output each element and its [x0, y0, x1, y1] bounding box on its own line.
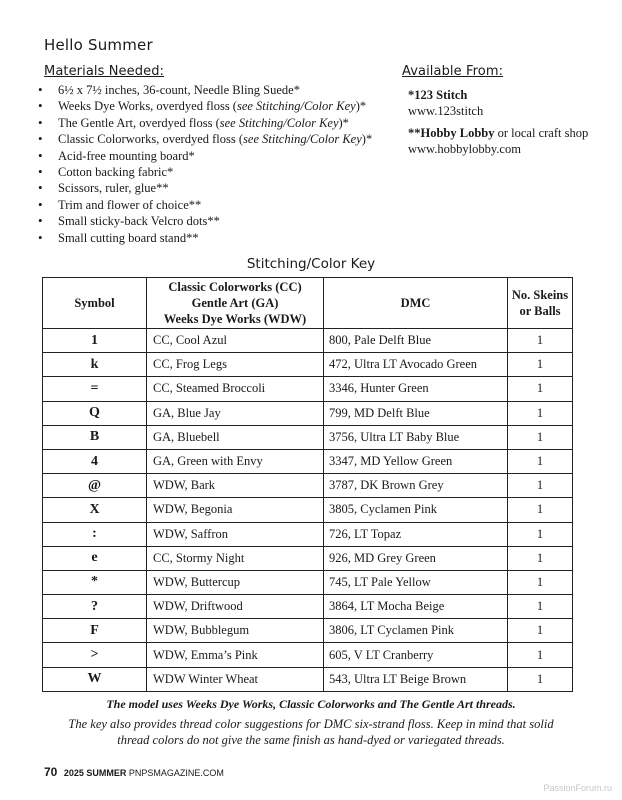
overdyed-cell: CC, Stormy Night: [147, 546, 324, 570]
table-row: [43, 522, 573, 546]
overdyed-cell: WDW, Begonia: [147, 498, 324, 522]
dmc-cell: 472, Ultra LT Avocado Green: [324, 353, 508, 377]
symbol-cell: @: [43, 474, 147, 498]
dmc-cell: 3787, DK Brown Grey: [324, 474, 508, 498]
materials-item-4: • Classic Colorworks, overdyed floss (see Stitching/Color Key)*: [58, 131, 372, 147]
dmc-cell: 800, Pale Delft Blue: [324, 329, 508, 353]
header-skeins-line2: or Balls: [519, 304, 561, 318]
table-row: [43, 570, 573, 594]
table-row: [43, 619, 573, 643]
skeins-cell: 1: [508, 522, 573, 546]
header-dmc: DMC: [324, 278, 508, 329]
table-row: [43, 474, 573, 498]
materials-item-9: • Small sticky-back Velcro dots**: [58, 213, 372, 229]
overdyed-cell: CC, Cool Azul: [147, 329, 324, 353]
page-number: 70: [44, 765, 58, 779]
page-title: Hello Summer: [44, 36, 153, 54]
available-heading: Available From:: [402, 64, 504, 79]
source1-name: *123 Stitch: [408, 88, 468, 102]
dmc-cell: 3806, LT Cyclamen Pink: [324, 619, 508, 643]
symbol-cell: >: [43, 643, 147, 667]
skeins-cell: 1: [508, 377, 573, 401]
materials-list: [30, 82, 372, 246]
page-footer: [44, 765, 224, 779]
table-body: [43, 329, 573, 692]
table-row: [43, 329, 573, 353]
materials-item-2: • Weeks Dye Works, overdyed floss (see Stitching/Color Key)*: [58, 98, 372, 114]
see-key-reference: see Stitching/Color Key: [219, 115, 339, 130]
overdyed-cell: WDW, Saffron: [147, 522, 324, 546]
overdyed-cell: GA, Blue Jay: [147, 401, 324, 425]
dmc-cell: 3805, Cyclamen Pink: [324, 498, 508, 522]
overdyed-cell: WDW, Bubblegum: [147, 619, 324, 643]
table-header-row: [43, 278, 573, 329]
symbol-cell: W: [43, 667, 147, 691]
header-symbol: Symbol: [43, 278, 147, 329]
source2-name: **Hobby Lobby: [408, 126, 495, 140]
key-title: Stitching/Color Key: [246, 256, 376, 272]
see-key-reference: see Stitching/Color Key: [236, 99, 356, 114]
dmc-cell: 745, LT Pale Yellow: [324, 570, 508, 594]
symbol-cell: 1: [43, 329, 147, 353]
table-row: [43, 449, 573, 473]
dmc-cell: 926, MD Grey Green: [324, 546, 508, 570]
skeins-cell: 1: [508, 329, 573, 353]
skeins-cell: 1: [508, 474, 573, 498]
symbol-cell: k: [43, 353, 147, 377]
table-row: [43, 498, 573, 522]
header-weeks: Weeks Dye Works (WDW): [163, 312, 307, 326]
dmc-cell: 726, LT Topaz: [324, 522, 508, 546]
skeins-cell: 1: [508, 425, 573, 449]
source-123stitch: [408, 87, 483, 119]
skeins-cell: 1: [508, 643, 573, 667]
dmc-cell: 3347, MD Yellow Green: [324, 449, 508, 473]
dmc-cell: 543, Ultra LT Beige Brown: [324, 667, 508, 691]
see-key-reference: see Stitching/Color Key: [243, 132, 362, 147]
table-row: [43, 667, 573, 691]
source1-url: www.123stitch: [408, 104, 484, 118]
symbol-cell: 4: [43, 449, 147, 473]
header-overdyed: [147, 278, 324, 329]
overdyed-cell: WDW, Buttercup: [147, 570, 324, 594]
symbol-cell: ?: [43, 595, 147, 619]
model-note: The model uses Weeks Dye Works, Classic Colorworks and The Gentle Art threads.: [106, 697, 516, 711]
table-row: [43, 377, 573, 401]
overdyed-cell: GA, Green with Envy: [147, 449, 324, 473]
materials-item-1: • 6½ x 7½ inches, 36-count, Needle Bling Suede*: [58, 82, 372, 98]
symbol-cell: F: [43, 619, 147, 643]
stitching-color-key-table: [42, 277, 573, 692]
source2-url: www.hobbylobby.com: [408, 142, 521, 156]
overdyed-cell: GA, Bluebell: [147, 425, 324, 449]
symbol-cell: :: [43, 522, 147, 546]
skeins-cell: 1: [508, 595, 573, 619]
symbol-cell: =: [43, 377, 147, 401]
materials-item-6: • Cotton backing fabric*: [58, 164, 372, 180]
source-hobbylobby: [408, 125, 588, 157]
header-skeins-line1: No. Skeins: [511, 288, 569, 302]
dmc-cell: 605, V LT Cranberry: [324, 643, 508, 667]
skeins-cell: 1: [508, 570, 573, 594]
overdyed-cell: WDW, Bark: [147, 474, 324, 498]
symbol-cell: e: [43, 546, 147, 570]
skeins-cell: 1: [508, 667, 573, 691]
skeins-cell: 1: [508, 353, 573, 377]
table-row: [43, 595, 573, 619]
watermark: PassionForum.ru: [543, 783, 612, 793]
issue-label: 2025 SUMMER: [63, 768, 127, 778]
overdyed-cell: WDW Winter Wheat: [147, 667, 324, 691]
site-name: PNPSMAGAZINE.COM: [128, 768, 224, 778]
symbol-cell: X: [43, 498, 147, 522]
overdyed-cell: WDW, Emma’s Pink: [147, 643, 324, 667]
dmc-cell: 3756, Ultra LT Baby Blue: [324, 425, 508, 449]
header-skeins: [508, 278, 573, 329]
skeins-cell: 1: [508, 619, 573, 643]
skeins-cell: 1: [508, 401, 573, 425]
table-row: [43, 401, 573, 425]
header-gentle: Gentle Art (GA): [191, 296, 279, 310]
table-row: [43, 425, 573, 449]
skeins-cell: 1: [508, 449, 573, 473]
materials-item-5: • Acid-free mounting board*: [58, 148, 372, 164]
materials-item-7: • Scissors, ruler, glue**: [58, 180, 372, 196]
overdyed-cell: CC, Frog Legs: [147, 353, 324, 377]
materials-item-8: • Trim and flower of choice**: [58, 197, 372, 213]
source2-rest: or local craft shop: [494, 126, 589, 140]
suggestion-note: The key also provides thread color suggestions for DMC six-strand floss. Keep in mind that solid thread colors do not give the same finish as hand-dyed or variegated threads.: [68, 717, 554, 747]
dmc-cell: 3864, LT Mocha Beige: [324, 595, 508, 619]
overdyed-cell: CC, Steamed Broccoli: [147, 377, 324, 401]
table-row: [43, 353, 573, 377]
dmc-cell: 3346, Hunter Green: [324, 377, 508, 401]
symbol-cell: *: [43, 570, 147, 594]
skeins-cell: 1: [508, 546, 573, 570]
materials-heading: Materials Needed:: [44, 64, 165, 79]
table-row: [43, 546, 573, 570]
materials-item-10: • Small cutting board stand**: [58, 230, 372, 246]
materials-item-3: • The Gentle Art, overdyed floss (see Stitching/Color Key)*: [58, 115, 372, 131]
skeins-cell: 1: [508, 498, 573, 522]
header-classic: Classic Colorworks (CC): [168, 280, 302, 294]
table-row: [43, 643, 573, 667]
overdyed-cell: WDW, Driftwood: [147, 595, 324, 619]
dmc-cell: 799, MD Delft Blue: [324, 401, 508, 425]
symbol-cell: Q: [43, 401, 147, 425]
symbol-cell: B: [43, 425, 147, 449]
